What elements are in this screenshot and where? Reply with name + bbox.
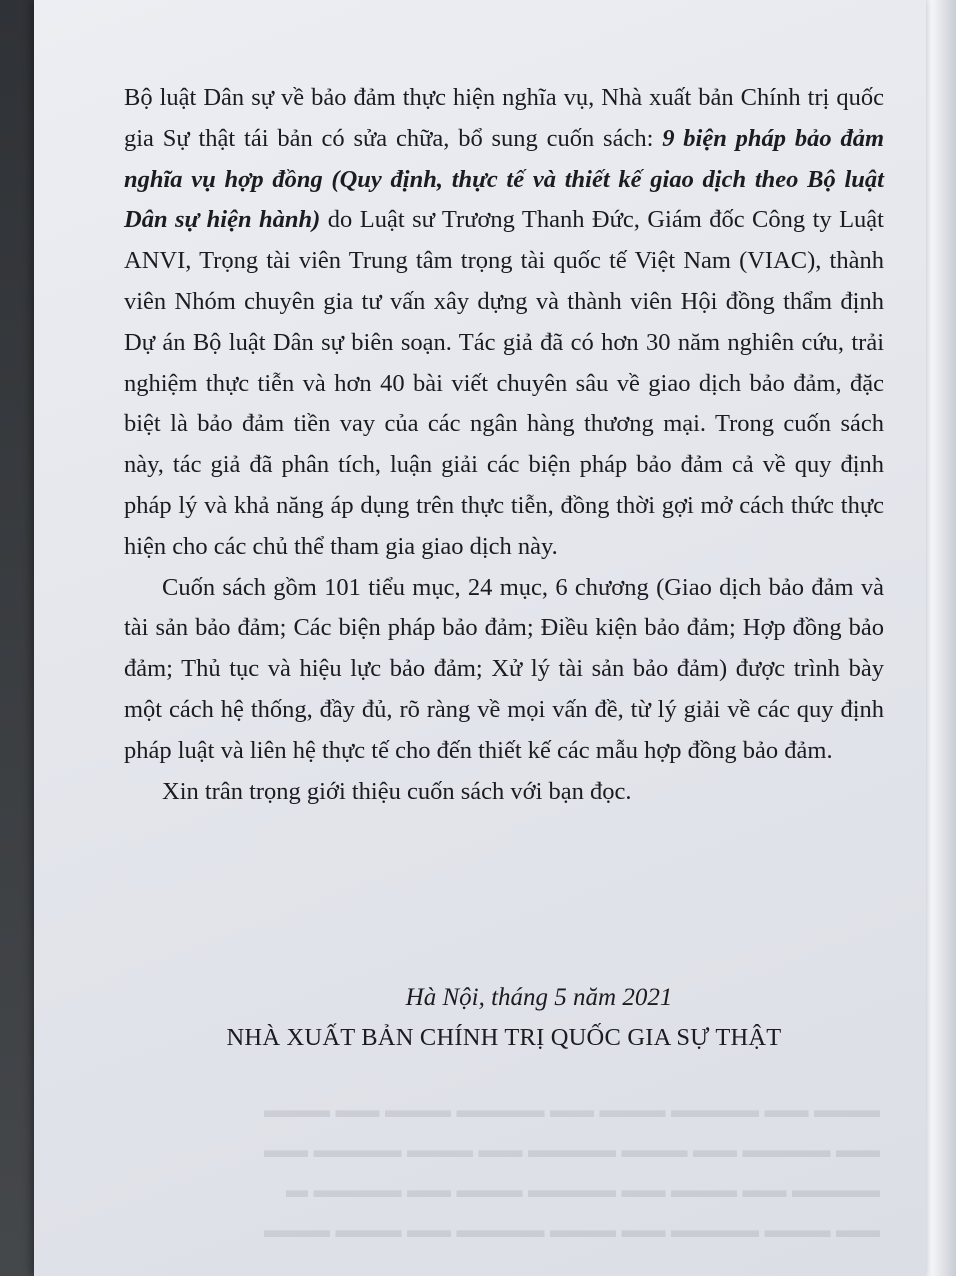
paragraph-closing: Xin trân trọng giới thiệu cuốn sách với bạn đọc. [162, 777, 632, 805]
signature-block [124, 978, 884, 1058]
body-text [124, 78, 884, 812]
signature-publisher: NHÀ XUẤT BẢN CHÍNH TRỊ QUỐC GIA SỰ THẬT [226, 1024, 782, 1051]
paragraph-intro-rest: do Luật sư Trương Thanh Đức, Giám đốc Công ty Luật ANVI, Trọng tài viên Trung tâm trọng tài quốc tế Việt Nam (VIAC), thành viên Nhóm chuyên gia tư vấn xây dựng và thành viên Hội đồng thẩm định Dự án Bộ luật Dân sự biên soạn. Tác giả đã có hơn 30 năm nghiên cứu, trải nghiệm thực tiễn và hơn 40 bài viết chuyên sâu về giao dịch bảo đảm, đặc biệt là bảo đảm tiền vay của các ngân hàng thương mại. Trong cuốn sách này, tác giả đã phân tích, luận giải các biện pháp bảo đảm cả về quy định pháp lý và khả năng áp dụng trên thực tiễn, đồng thời gợi mở cách thức thực hiện cho các chủ thể tham gia giao dịch này. [124, 206, 884, 560]
bleed-through-texture: ▬▬▬ ▬▬ ▬▬▬▬ ▬▬▬ ▬▬ ▬▬▬▬ ▬▬▬ ▬▬ ▬▬▬ ▬▬ ▬▬▬▬ ▬▬ ▬▬▬ ▬▬▬▬ ▬▬ ▬▬▬ ▬▬▬▬ ▬▬ ▬▬▬▬ ▬▬ ▬▬▬ ▬▬ ▬▬▬▬ ▬▬▬ ▬▬ ▬▬▬▬ ▬ ▬▬ ▬▬▬ ▬▬▬▬ ▬▬ ▬▬▬ ▬▬▬▬ ▬▬ ▬▬▬ ▬▬▬ [264, 1097, 880, 1242]
paragraph-contents: Cuốn sách gồm 101 tiểu mục, 24 mục, 6 chương (Giao dịch bảo đảm và tài sản bảo đảm; Các biện pháp bảo đảm; Điều kiện bảo đảm; Hợp đồng bảo đảm; Thủ tục và hiệu lực bảo đảm; Xử lý tài sản bảo đảm) được trình bày một cách hệ thống, đầy đủ, rõ ràng về mọi vấn đề, từ lý giải về các quy định pháp luật và liên hệ thực tế cho đến thiết kế các mẫu hợp đồng bảo đảm. [124, 573, 884, 764]
paragraph-intro [124, 78, 884, 568]
book-title: 9 biện pháp bảo đảm nghĩa vụ hợp đồng (Quy định, thực tế và thiết kế giao dịch theo Bộ luật Dân sự hiện hành) [124, 124, 884, 234]
paragraph-intro-lead: Bộ luật Dân sự về bảo đảm thực hiện nghĩa vụ, Nhà xuất bản Chính trị quốc gia Sự thật tái bản có sửa chữa, bổ sung cuốn sách: [124, 84, 884, 152]
signature-date: Hà Nội, tháng 5 năm 2021 [405, 984, 673, 1011]
